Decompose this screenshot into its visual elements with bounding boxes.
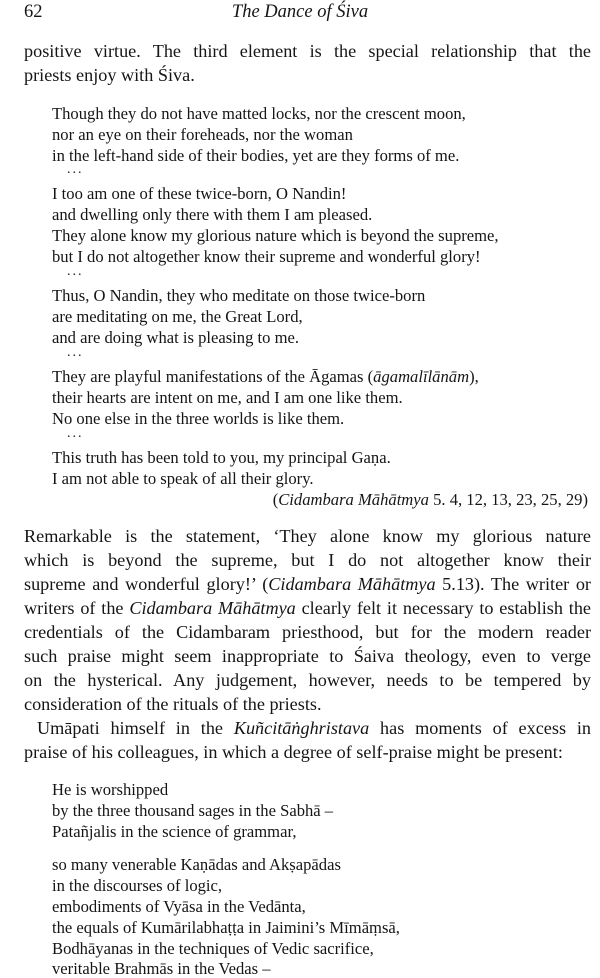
para-italic: Cidambara Māhātmya [268, 574, 436, 594]
para-text: supreme and wonderful glory!’ ( [24, 574, 269, 594]
verse-term-italic: āgamalīlānām [373, 367, 470, 386]
verse-ellipsis: ... [67, 345, 84, 360]
verse-line: I am not able to speak of all their glory. [52, 469, 314, 488]
verse-line: No one else in the three worlds is like them. [52, 409, 345, 428]
verse-line [52, 369, 479, 386]
citation-title: Cidambara Māhātmya [278, 490, 429, 509]
para-line: Remarkable is the statement, ‘They alone know my glorious nature [24, 526, 591, 546]
para-line: which is beyond the supreme, but I do not altogether know their [24, 550, 591, 570]
verse-line: their hearts are intent on me, and I am one like them. [52, 388, 403, 407]
verse-line: This truth has been told to you, my principal Gaṇa. [52, 448, 391, 467]
para-line: praise of his colleagues, in which a degree of self-praise might be present: [24, 742, 563, 762]
poem-line: so many venerable Kaṇādas and Akṣapādas [52, 855, 341, 874]
para-line: consideration of the rituals of the priests. [24, 694, 322, 714]
poem-line: He is worshipped [52, 780, 169, 799]
para-text: Umāpati himself in the [37, 718, 234, 738]
verse-ellipsis: ... [67, 162, 84, 177]
poem-line: by the three thousand sages in the Sabhā – [52, 801, 334, 820]
verse-line: are meditating on me, the Great Lord, [52, 307, 303, 326]
para-line: on the hysterical. Any judgement, however, needs to be tempered by [24, 670, 591, 690]
para-italic: Kuñcitāṅghristava [233, 718, 370, 738]
poem-line: Patañjalis in the science of grammar, [52, 822, 297, 841]
verse-ellipsis: ... [67, 426, 84, 441]
citation-text: ( [272, 490, 279, 509]
para-line: such praise might seem inappropriate to Śaiva theology, even to verge [24, 646, 591, 666]
verse-line: in the left-hand side of their bodies, yet are they forms of me. [52, 146, 460, 165]
page-number: 62 [24, 2, 43, 22]
page-header [24, 2, 576, 30]
verse-line: Thus, O Nandin, they who meditate on those twice-born [52, 286, 426, 305]
verse-line: and are doing what is pleasing to me. [52, 328, 300, 347]
para-text: 5.13). The writer or [435, 574, 591, 594]
verse-line: and dwelling only there with them I am pleased. [52, 205, 373, 224]
verse-text: ), [469, 367, 479, 386]
para-line [24, 599, 591, 617]
para-text: has moments of excess in [369, 718, 591, 738]
poem-line: veritable Brahmās in the Vedas – [52, 959, 271, 978]
para-line [24, 575, 591, 593]
citation-text: 5. 4, 12, 13, 23, 25, 29) [428, 490, 588, 509]
running-title: The Dance of Śiva [231, 2, 369, 22]
verse-line: nor an eye on their foreheads, nor the woman [52, 125, 353, 144]
poem-line: the equals of Kumārilabhaṭṭa in Jaimini’s Mīmāṃsā, [52, 918, 400, 937]
verse-line: Though they do not have matted locks, nor the crescent moon, [52, 104, 466, 123]
verse-line: They alone know my glorious nature which is beyond the supreme, [52, 226, 499, 245]
poem-line: Bodhāyanas in the techniques of Vedic sacrifice, [52, 939, 374, 958]
verse-ellipsis: ... [67, 264, 84, 279]
intro-line-1: positive virtue. The third element is the special relationship that the [24, 41, 591, 61]
poem-line: in the discourses of logic, [52, 876, 223, 895]
intro-line-2: priests enjoy with Śiva. [24, 65, 195, 85]
verse-line: I too am one of these twice-born, O Nandin! [52, 184, 347, 203]
para-line: credentials of the Cidambaram priesthood, but for the modern reader [24, 622, 591, 642]
poem-line: embodiments of Vyāsa in the Vedānta, [52, 897, 306, 916]
para-italic: Cidambara Māhātmya [129, 598, 296, 618]
verse-citation [273, 492, 588, 509]
verse-line: but I do not altogether know their supreme and wonderful glory! [52, 247, 481, 266]
verse-text: They are playful manifestations of the Āgamas ( [52, 367, 374, 386]
para-line [37, 719, 591, 737]
para-text: writers of the [24, 598, 130, 618]
para-text: clearly felt it necessary to establish the [295, 598, 591, 618]
